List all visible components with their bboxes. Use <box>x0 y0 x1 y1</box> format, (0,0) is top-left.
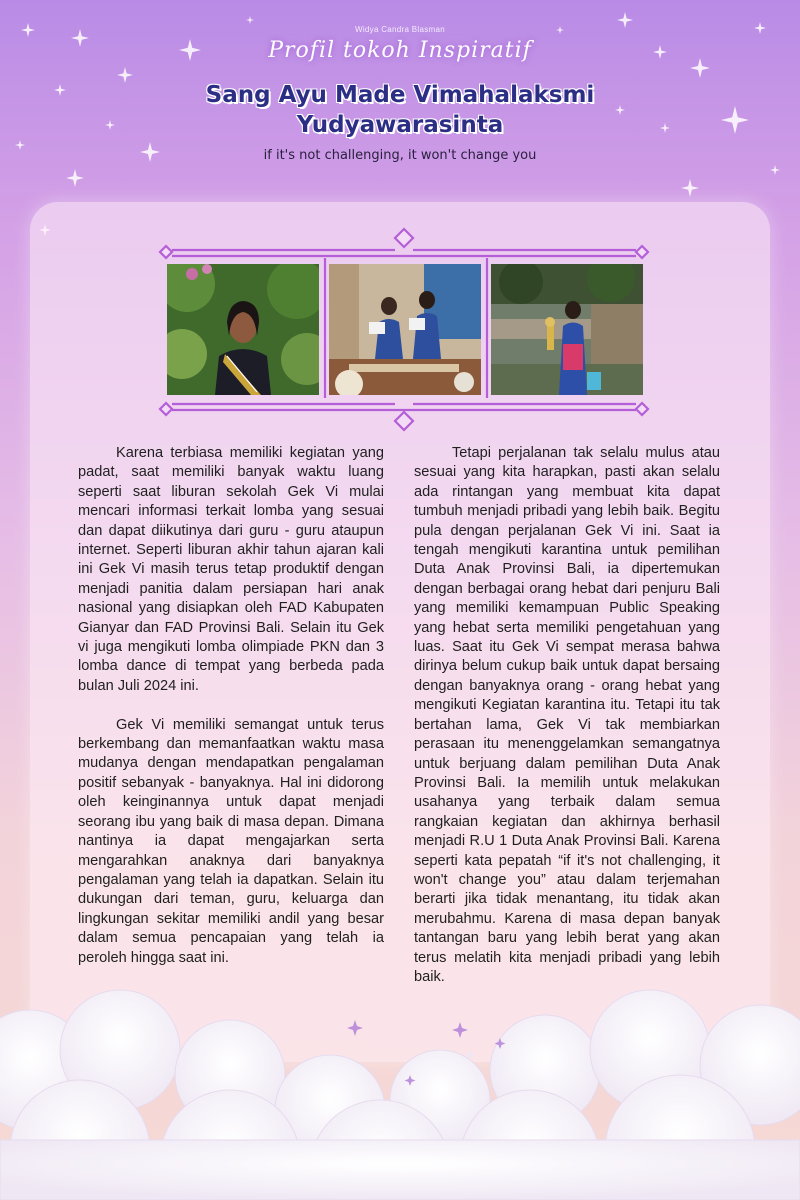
author-credit: Widya Candra Blasman <box>354 25 446 34</box>
script-heading: Profil tokoh Inspiratif <box>268 38 532 63</box>
paragraph: Tetapi perjalanan tak selalu mulus atau sesuai yang kita harapkan, pasti akan selalu ada rintangan yang membuat kita dapat tumbuh menjadi pribadi yang lebih baik. Begitu pula dengan perjalanan Gek Vi ini. Saat ia tengah mengikuti karantina untuk pemilihan Duta Anak Provinsi Bali, ia dipertemukan dengan berbagai orang hebat dari penjuru Bali yang memiliki kemampuan Public Speaking yang hebat serta memiliki pengetahuan yang luas. Saat itu Gek Vi sempat merasa bahwa dirinya belum cukup baik untuk dapat bersaing dengan banyaknya orang - orang hebat yang mengikuti Kegiatan karantina itu. Tetapi itu tak bertahan lama, Gek Vi tak membiarkan perasaan itu menenggelamkan semangatnya untuk berjuang dalam pemilihan Duta Anak Provinsi Bali. Ia memilih untuk melakukan usahanya yang terbaik dalam semua rangkaian kegiatan dan akhirnya berhasil menjadi R.U 1 Duta Anak Provinsi Bali. Karena seperti kata pepatah “if it's not challenging, it won't change you” atau dalam terjemahan berarti jika tidak menantang, itu tidak akan merubahmu. Karena di masa depan banyak tantangan baru yang lebih berat yang akan terus melatih kita menjadi pribadi yang lebih baik. <box>414 445 720 985</box>
article-left-column <box>78 444 384 968</box>
paragraph: Karena terbiasa memiliki kegiatan yang padat, saat memiliki banyak waktu luang seperti saat liburan sekolah Gek Vi mulai mencari informasi terkait lomba yang sesuai dan dapat diikutinya dari guru - guru ataupun internet. Seperti liburan akhir tahun ajaran kali ini Gek Vi masih terus tetap produktif dengan menjadi panitia dalam persiapan hari anak nasional yang disiapkan oleh FAD Kabupaten Gianyar dan FAD Provinsi Bali. Selain itu Gek vi juga mengikuti lomba olimpiade PKN dan 3 lomba dance di tempat yang berbeda pada bulan Juli 2024 ini. <box>78 445 384 694</box>
paragraph: Gek Vi memiliki semangat untuk terus berkembang dan memanfaatkan waktu masa mudanya dengan mendapatkan pengalaman positif sebanyak - banyaknya. Hal ini didorong oleh keinginannya untuk dapat menjadi seorang ibu yang baik di masa depan. Dimana nantinya ia dapat mengajarkan serta mengarahkan anaknya dari banyaknya pengalaman yang telah ia dapatkan. Selain itu dukungan dari teman, guru, keluarga dan lingkungan sekitar memiliki andil yang besar dalam semua pencapaian yang telah ia peroleh hingga saat ini. <box>78 716 384 966</box>
tagline: if it's not challenging, it won't change you <box>263 148 537 163</box>
article-right-column <box>414 444 720 987</box>
photo-portrait-with-sash <box>167 264 319 395</box>
photo-speaking-on-stage <box>329 264 481 395</box>
photo-holding-trophy <box>491 264 643 395</box>
page-title: Sang Ayu Made Vimahalaksmi Yudyawarasinta <box>205 82 595 138</box>
cloud-decoration <box>0 980 800 1200</box>
